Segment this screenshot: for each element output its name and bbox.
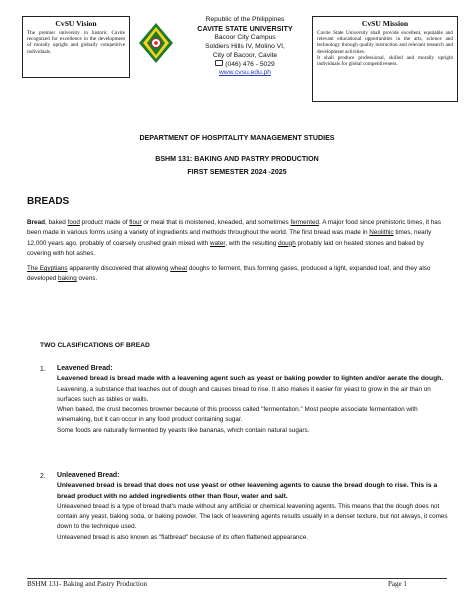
semester-title: FIRST SEMESTER 2024 -2025: [187, 168, 287, 176]
link-baking[interactable]: baking: [58, 275, 77, 283]
leavened-bread-lead: Leavened bread is bread made with a leavening agent such as yeast or baking powder to lighten and/or aerate the dough.: [57, 375, 444, 383]
list-item-number: 2.: [40, 473, 46, 480]
link-egyptians[interactable]: The Egyptians: [27, 265, 68, 272]
leavened-bread-body-2: When baked, the crust becomes browner because of this process called "fermentation." Most people associate fermentation with winemaking, but it can occur in any food product containing sugar.: [57, 406, 418, 424]
vision-text: The premier university in historic Cavite recognized for excellence in the development of morally upright and globally competitive individuals.: [27, 30, 125, 55]
leavened-bread-body-1: Leavening, a substance that leaches out of dough and causes bread to rise. It also makes it easier for yeast to grow in the air than on surfaces such as tables or walls.: [57, 385, 431, 403]
leavened-bread-title: Leavened Bread:: [57, 365, 113, 372]
link-flour[interactable]: flour: [129, 219, 142, 226]
cvsu-seal-icon: [138, 22, 174, 64]
footer-divider: [27, 578, 447, 579]
intro-text: doughs to ferment, thus forming gases, produced a light, expanded loaf, and they also developed: [27, 265, 431, 283]
vision-box: [22, 16, 130, 78]
list-item-number: 1.: [40, 366, 46, 373]
section-heading: BREADS: [27, 196, 70, 207]
campus-name: Bacoor City Campus: [214, 33, 276, 41]
leavened-bread-body-3: Some foods are naturally fermented by yeasts like bananas, which contain natural sugars.: [57, 426, 310, 434]
intro-paragraph-1: [27, 218, 447, 259]
footer-page-number: Page 1: [388, 580, 407, 588]
intro-text: ovens.: [76, 275, 98, 283]
intro-text: , with the resulting: [225, 239, 279, 247]
term-bread: Bread: [27, 219, 45, 226]
address-line-1: Soldiers Hills IV, Molino VI,: [205, 42, 285, 50]
link-food[interactable]: food: [67, 219, 80, 226]
mission-text-2: It shall produce professional, skilled and morally upright individuals for global competitiveness.: [317, 54, 453, 68]
unleavened-bread-body-1: Unleavened bread is a type of bread that's made without any artificial or chemical leavening agents. This means that the dough does not contain any yeast, baking soda, or baking powder. The lack of leavening agents results usually in a denser texture, but not always, it comes down to the technique used.: [57, 502, 448, 531]
unleavened-bread-title: Unleavened Bread:: [57, 472, 120, 479]
unleavened-bread-body-2: Unleavened bread is also known as "flatbread" because of its often flattened appearance.: [57, 533, 309, 541]
university-header: [176, 16, 314, 78]
link-water[interactable]: water: [210, 239, 226, 247]
link-fermented[interactable]: fermented: [290, 219, 320, 226]
intro-text: times, nearly 12,000 years ago, probably of coarsely crushed grain mixed with: [27, 229, 432, 247]
link-dough[interactable]: dough: [278, 239, 296, 247]
footer-course: BSHM 131- Baking and Pastry Production: [27, 580, 147, 588]
university-name: CAVITE STATE UNIVERSITY: [197, 23, 293, 33]
vision-title: CvSU Vision: [55, 19, 97, 28]
link-neolithic[interactable]: Neolithic: [369, 229, 394, 237]
intro-text: apparently discovered that allowing: [67, 265, 171, 272]
address-line-2: City of Bacoor, Cavite: [212, 51, 278, 59]
intro-text: probably laid on heated stones and baked by covering with hot ashes.: [27, 239, 424, 257]
intro-text: or meal that is moistened, kneaded, and sometimes: [141, 219, 291, 226]
intro-text: . A major food since prehistoric times, it has been made in various forms using a variety of ingredients and methods throughout the world. The first bread was made in: [27, 219, 442, 237]
leavened-bread-section: [57, 364, 452, 436]
phone-icon: [215, 60, 223, 66]
intro-text: , baked: [44, 219, 68, 226]
classifications-heading: TWO CLASIFICATIONS OF BREAD: [40, 342, 150, 349]
department-title: DEPARTMENT OF HOSPITALITY MANAGEMENT STUDIES: [139, 134, 335, 142]
mission-title: CvSU Mission: [361, 19, 409, 28]
phone-number: (046) 476 - 5029: [225, 60, 275, 68]
unleavened-bread-section: [57, 471, 452, 543]
intro-paragraph-2: [27, 264, 447, 285]
republic-line: Republic of the Philippines: [205, 16, 285, 23]
mission-box: [312, 16, 458, 102]
course-title: BSHM 131: BAKING AND PASTRY PRODUCTION: [155, 155, 319, 163]
link-wheat[interactable]: wheat: [170, 265, 188, 272]
mission-text-1: Cavite State University shall provide excellent, equitable and relevant educational opportunities in the arts, science and technology through quality instruction and relevant research and development activities.: [317, 30, 453, 55]
intro-text: product made of: [79, 219, 130, 226]
phone-line: [176, 61, 314, 70]
unleavened-bread-lead: Unleavened bread is bread that does not use yeast or other leavening agents to cause the bread dough to rise. This is a bread product with no added ingredients other than flour, water and salt.: [57, 482, 438, 500]
website-link[interactable]: www.cvsu.edu.ph: [218, 69, 272, 77]
